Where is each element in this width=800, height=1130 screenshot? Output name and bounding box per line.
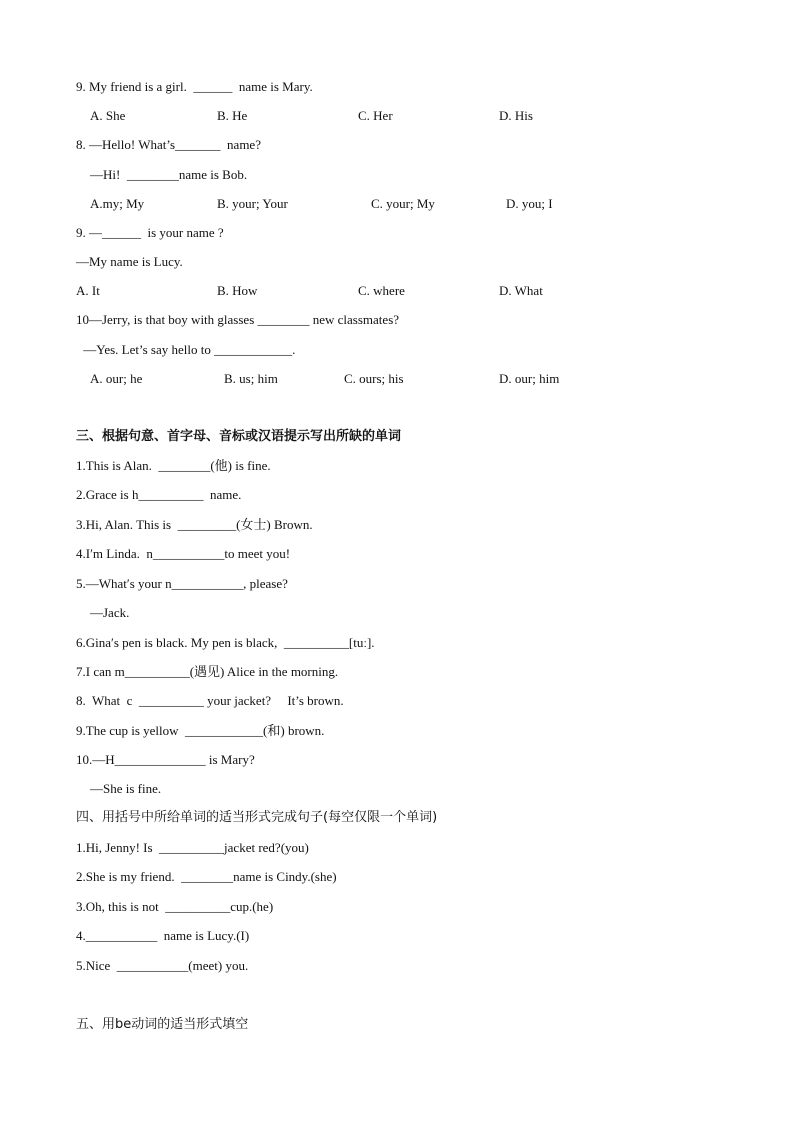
s4-line-1: 1.Hi, Jenny! Is __________jacket red?(you): [76, 840, 309, 855]
q9b-option-a: A. It: [76, 283, 100, 298]
s3-line-10: 10.—H______________ is Mary?: [76, 752, 255, 767]
q8-option-c: C. your; My: [371, 196, 435, 211]
s3-line-2: 2.Grace is h__________ name.: [76, 487, 242, 502]
q10-option-d: D. our; him: [499, 371, 560, 386]
s3-line-1: 1.This is Alan. ________(他) is fine.: [76, 458, 271, 473]
s3-line-4: 4.I′m Linda. n___________to meet you!: [76, 546, 291, 561]
q9-option-a: A. She: [90, 108, 126, 123]
section-3-heading: 三、根据句意、首字母、音标或汉语提示写出所缺的单词: [76, 429, 402, 444]
question-10-reply: —Yes. Let’s say hello to ____________.: [80, 342, 296, 357]
q10-option-b: B. us; him: [224, 371, 278, 386]
s4-line-2: 2.She is my friend. ________name is Cindy.(she): [76, 869, 337, 884]
question-9-stem: 9. My friend is a girl. ______ name is Mary.: [76, 79, 313, 94]
q9b-option-d: D. What: [499, 283, 543, 298]
s4-line-3: 3.Oh, this is not __________cup.(he): [76, 899, 274, 914]
question-8-reply: —Hi! ________name is Bob.: [90, 167, 248, 182]
q9-option-b: B. He: [217, 108, 248, 123]
s3-line-10-answer: —She is fine.: [90, 781, 162, 796]
s3-line-7: 7.I can m__________(遇见) Alice in the morning.: [76, 664, 339, 679]
question-9b-reply: —My name is Lucy.: [76, 254, 183, 269]
q9b-option-c: C. where: [358, 283, 405, 298]
section-5-heading: 五、用be动词的适当形式填空: [76, 1017, 249, 1032]
question-8-stem: 8. —Hello! What’s_______ name?: [76, 137, 261, 152]
s3-line-6: 6.Gina′s pen is black. My pen is black, __________[tuː].: [76, 635, 375, 650]
q9-option-c: C. Her: [358, 108, 393, 123]
question-9b-stem: 9. —______ is your name ?: [76, 225, 224, 240]
q8-option-b: B. your; Your: [217, 196, 288, 211]
section-4-heading: 四、用括号中所给单词的适当形式完成句子(每空仅限一个单词): [76, 810, 438, 825]
s3-line-5: 5.—What′s your n___________, please?: [76, 576, 288, 591]
s3-line-5-answer: —Jack.: [90, 605, 130, 620]
s4-line-5: 5.Nice ___________(meet) you.: [76, 958, 249, 973]
s3-line-3: 3.Hi, Alan. This is _________(女士) Brown.: [76, 517, 313, 532]
s3-line-9: 9.The cup is yellow ____________(和) brown.: [76, 723, 325, 738]
q9b-option-b: B. How: [217, 283, 258, 298]
q10-option-a: A. our; he: [90, 371, 143, 386]
q9-option-d: D. His: [499, 108, 533, 123]
question-10-stem: 10—Jerry, is that boy with glasses ________ new classmates?: [76, 312, 400, 327]
q8-option-a: A.my; My: [90, 196, 145, 211]
s4-line-4: 4.___________ name is Lucy.(I): [76, 928, 250, 943]
q8-option-d: D. you; I: [506, 196, 553, 211]
q10-option-c: C. ours; his: [344, 371, 404, 386]
s3-line-8: 8. What c __________ your jacket? It’s brown.: [76, 693, 344, 708]
